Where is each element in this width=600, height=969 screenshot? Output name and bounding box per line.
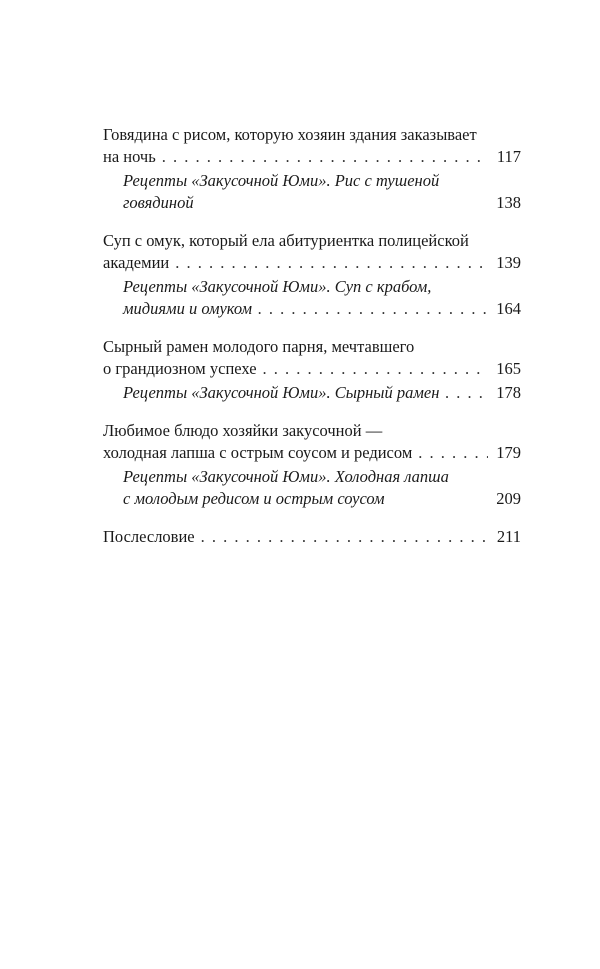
page-number: 139 bbox=[496, 253, 521, 272]
recipe-title-line bbox=[123, 192, 521, 214]
dot-leader bbox=[263, 358, 489, 380]
recipe-title-line bbox=[123, 382, 521, 404]
page-number: 179 bbox=[496, 443, 521, 462]
chapter-title: Послесловие bbox=[103, 527, 195, 546]
dot-leader bbox=[201, 526, 489, 548]
chapter-title-line bbox=[103, 442, 521, 464]
page-number: 138 bbox=[496, 193, 521, 212]
chapter-title-continuation: на ночь bbox=[103, 147, 156, 166]
table-of-contents bbox=[103, 124, 521, 548]
recipe-title: Рецепты «Закусочной Юми». Сырный рамен bbox=[123, 383, 440, 402]
chapter-title-continuation: академии bbox=[103, 253, 170, 272]
recipe-subentry bbox=[103, 382, 521, 404]
recipe-title-continuation: говядиной bbox=[123, 193, 194, 212]
chapter-title: Говядина с рисом, которую хозяин здания заказывает bbox=[103, 125, 477, 144]
recipe-title: Рецепты «Закусочной Юми». Суп с крабом, bbox=[123, 277, 432, 296]
toc-entry bbox=[103, 526, 521, 548]
recipe-subentry bbox=[103, 276, 521, 320]
chapter-title-line bbox=[103, 146, 521, 168]
page-number: 117 bbox=[496, 147, 521, 166]
chapter-title-line bbox=[103, 252, 521, 274]
page-number: 165 bbox=[496, 359, 521, 378]
page-number: 211 bbox=[496, 527, 521, 546]
page-number: 209 bbox=[496, 489, 521, 508]
dot-leader bbox=[418, 442, 488, 464]
chapter-title-continuation: о грандиозном успехе bbox=[103, 359, 257, 378]
chapter-title: Любимое блюдо хозяйки закусочной — bbox=[103, 421, 383, 440]
recipe-title-continuation: с молодым редисом и острым соусом bbox=[123, 489, 385, 508]
recipe-title: Рецепты «Закусочной Юми». Холодная лапша bbox=[123, 467, 449, 486]
recipe-title: Рецепты «Закусочной Юми». Рис с тушеной bbox=[123, 171, 440, 190]
toc-entry bbox=[103, 336, 521, 404]
toc-entry bbox=[103, 230, 521, 320]
chapter-title-line bbox=[103, 526, 521, 548]
dot-leader bbox=[175, 252, 488, 274]
recipe-title-continuation: мидиями и омуком bbox=[123, 299, 253, 318]
toc-entry bbox=[103, 124, 521, 214]
recipe-subentry bbox=[103, 466, 521, 510]
dot-leader bbox=[162, 146, 489, 168]
page-number: 178 bbox=[496, 383, 521, 402]
recipe-subentry bbox=[103, 170, 521, 214]
dot-leader bbox=[445, 382, 488, 404]
recipe-title-line bbox=[123, 488, 521, 510]
chapter-title-continuation: холодная лапша с острым соусом и редисом bbox=[103, 443, 413, 462]
chapter-title: Сырный рамен молодого парня, мечтавшего bbox=[103, 337, 415, 356]
toc-entry bbox=[103, 420, 521, 510]
chapter-title: Суп с омук, который ела абитуриентка полицейской bbox=[103, 231, 469, 250]
chapter-title-line bbox=[103, 358, 521, 380]
recipe-title-line bbox=[123, 298, 521, 320]
page-number: 164 bbox=[496, 299, 521, 318]
dot-leader bbox=[258, 298, 488, 320]
